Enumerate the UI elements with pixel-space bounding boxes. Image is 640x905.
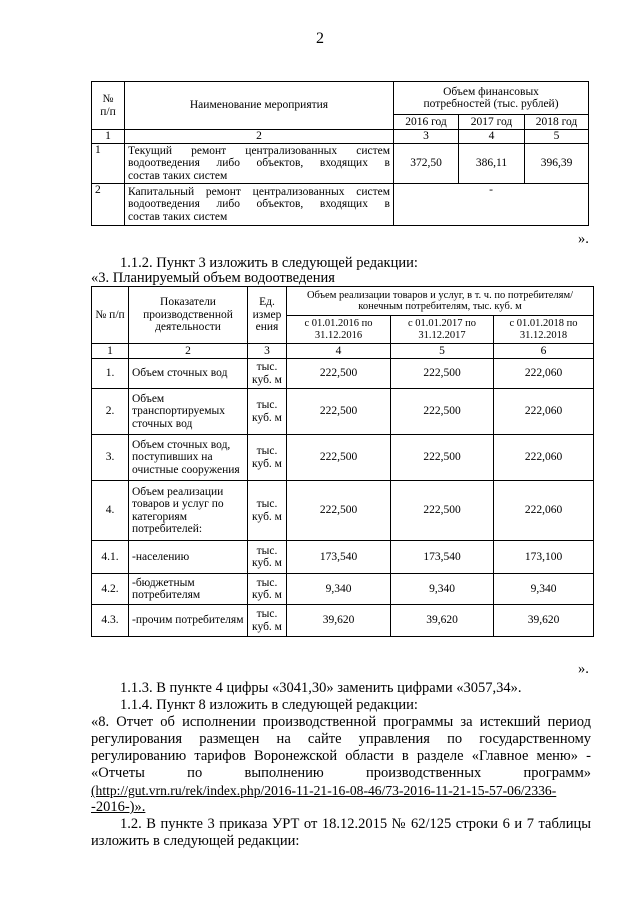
para8-line4: «Отчеты по выполнению производственных программ» [91, 765, 591, 781]
t2-row-num: 2. [92, 389, 129, 435]
quote-close-1: ». [578, 231, 589, 247]
para8-line3: регулированию тарифов Воронежской области в разделе «Главное меню» - [91, 748, 591, 764]
t2-value: 222,060 [494, 481, 594, 541]
t2-value: 222,500 [287, 481, 391, 541]
t1-row-name [125, 184, 394, 226]
t2-header-volume: Объем реализации товаров и услуг, в т. ч. по потребителям/ конечным потребителям, тыс. куб. м [287, 287, 594, 316]
item-1-1-4: 1.1.4. Пункт 8 изложить в следующей редакции: [120, 697, 418, 713]
para8-line1: «8. Отчет об исполнении производственной программы за истекший период [91, 714, 591, 730]
t2-row-unit: тыс. куб. м [248, 574, 287, 605]
table-row [92, 389, 594, 435]
table-row [92, 144, 589, 184]
t1-row-num: 1 [92, 144, 125, 184]
t2-value: 222,060 [494, 435, 594, 481]
quote-close-2: ». [578, 661, 589, 677]
table-row [92, 184, 589, 226]
table-row [92, 359, 594, 389]
t1-row1-line: водоотведения либо объектов, входящих в [128, 157, 390, 170]
t2-value: 39,620 [391, 605, 494, 637]
para8-link[interactable]: (http://gut.vrn.ru/rek/index.php/2016-11-21-16-08-46/73-2016-11-21-15-57-06/2336- [91, 783, 557, 798]
para8-link-tail[interactable]: -2016-)». [91, 799, 146, 815]
t2-row-num: 4.1. [92, 541, 129, 574]
t2-value: 39,620 [287, 605, 391, 637]
table-row [92, 574, 594, 605]
t1-row2-line: состав таких систем [128, 210, 228, 223]
t2-row-name: Объем сточных вод, поступивших на очистные сооружения [129, 435, 248, 481]
t2-row-num: 3. [92, 435, 129, 481]
t2-value: 222,060 [494, 359, 594, 389]
t2-idx: 6 [494, 344, 594, 359]
t1-value: 386,11 [459, 144, 525, 184]
t2-value: 173,100 [494, 541, 594, 574]
t1-idx: 5 [525, 130, 589, 144]
table-row [92, 605, 594, 637]
t1-year-2017: 2017 год [459, 115, 525, 130]
t1-idx: 1 [92, 130, 125, 144]
t2-row-name: -населению [129, 541, 248, 574]
t1-year-2018: 2018 год [525, 115, 589, 130]
table-row [92, 435, 594, 481]
t1-row-name [125, 144, 394, 184]
t1-header-num: № п/п [92, 82, 125, 130]
t2-value: 9,340 [391, 574, 494, 605]
t2-idx: 2 [129, 344, 248, 359]
t2-value: 39,620 [494, 605, 594, 637]
table-row [92, 541, 594, 574]
t2-value: 222,060 [494, 389, 594, 435]
t2-row-unit: тыс. куб. м [248, 359, 287, 389]
t2-value: 222,500 [391, 435, 494, 481]
t2-idx: 4 [287, 344, 391, 359]
page-number: 2 [316, 30, 324, 47]
financial-table [91, 81, 589, 226]
t2-header-num: № п/п [92, 287, 129, 344]
t2-value: 173,540 [391, 541, 494, 574]
t1-row-num: 2 [92, 184, 125, 226]
t2-idx: 1 [92, 344, 129, 359]
t2-header-indicators: Показатели производственной деятельности [129, 287, 248, 344]
t1-idx: 2 [125, 130, 394, 144]
t2-value: 222,500 [287, 389, 391, 435]
t2-value: 222,500 [287, 359, 391, 389]
t2-row-num: 1. [92, 359, 129, 389]
t2-row-unit: тыс. куб. м [248, 435, 287, 481]
t2-idx: 3 [248, 344, 287, 359]
t2-row-name: -прочим потребителям [129, 605, 248, 637]
t2-header-unit: Ед. измер ения [248, 287, 287, 344]
t1-row2-line: водоотведения либо объектов, входящих в [128, 198, 390, 211]
t1-idx: 4 [459, 130, 525, 144]
item-1-1-2: 1.1.2. Пункт 3 изложить в следующей редакции: [120, 255, 418, 271]
wastewater-table [91, 286, 594, 637]
t2-period-2018: с 01.01.2018 по 31.12.2018 [494, 316, 594, 344]
table-row [92, 481, 594, 541]
item-1-2-line2: изложить в следующей редакции: [91, 833, 300, 849]
t1-index-row [92, 130, 589, 144]
t2-value: 222,500 [287, 435, 391, 481]
t2-row-num: 4.2. [92, 574, 129, 605]
t2-row-unit: тыс. куб. м [248, 389, 287, 435]
t2-row-name: Объем сточных вод [129, 359, 248, 389]
t2-row-unit: тыс. куб. м [248, 481, 287, 541]
t2-value: 9,340 [287, 574, 391, 605]
para8-line2: регулирования размещен на сайте управления по государственному [91, 731, 591, 747]
t2-value: 222,500 [391, 359, 494, 389]
item-1-2-line1: 1.2. В пункте 3 приказа УРТ от 18.12.2015 № 62/125 строки 6 и 7 таблицы [120, 816, 591, 832]
t2-row-unit: тыс. куб. м [248, 605, 287, 637]
t2-index-row [92, 344, 594, 359]
t2-value: 173,540 [287, 541, 391, 574]
t1-row2-line: Капитальный ремонт централизованных систем [128, 185, 390, 198]
t1-idx: 3 [394, 130, 459, 144]
t1-row1-line: состав таких систем [128, 169, 228, 182]
para8-line6 [91, 799, 591, 817]
t2-row-num: 4. [92, 481, 129, 541]
t2-row-num: 4.3. [92, 605, 129, 637]
t1-header-fin: Объем финансовых потребностей (тыс. рублей) [394, 82, 589, 115]
t1-row1-line: Текущий ремонт централизованных систем [128, 144, 390, 157]
t2-row-name: Объем реализации товаров и услуг по категориям потребителей: [129, 481, 248, 541]
t2-row-name: Объем транспортируемых сточных вод [129, 389, 248, 435]
t1-year-2016: 2016 год [394, 115, 459, 130]
t2-row-unit: тыс. куб. м [248, 541, 287, 574]
section-title: «3. Планируемый объем водоотведения [91, 270, 335, 286]
t2-period-2016: с 01.01.2016 по 31.12.2016 [287, 316, 391, 344]
t1-dash: - [394, 184, 589, 226]
t2-value: 222,500 [391, 389, 494, 435]
t1-value: 396,39 [525, 144, 589, 184]
item-1-1-3: 1.1.3. В пункте 4 цифры «3041,30» заменить цифрами «3057,34». [120, 680, 522, 696]
t2-idx: 5 [391, 344, 494, 359]
t2-value: 9,340 [494, 574, 594, 605]
t2-row-name: -бюджетным потребителям [129, 574, 248, 605]
t1-header-name: Наименование мероприятия [125, 82, 394, 130]
t2-period-2017: с 01.01.2017 по 31.12.2017 [391, 316, 494, 344]
t1-value: 372,50 [394, 144, 459, 184]
t2-value: 222,500 [391, 481, 494, 541]
